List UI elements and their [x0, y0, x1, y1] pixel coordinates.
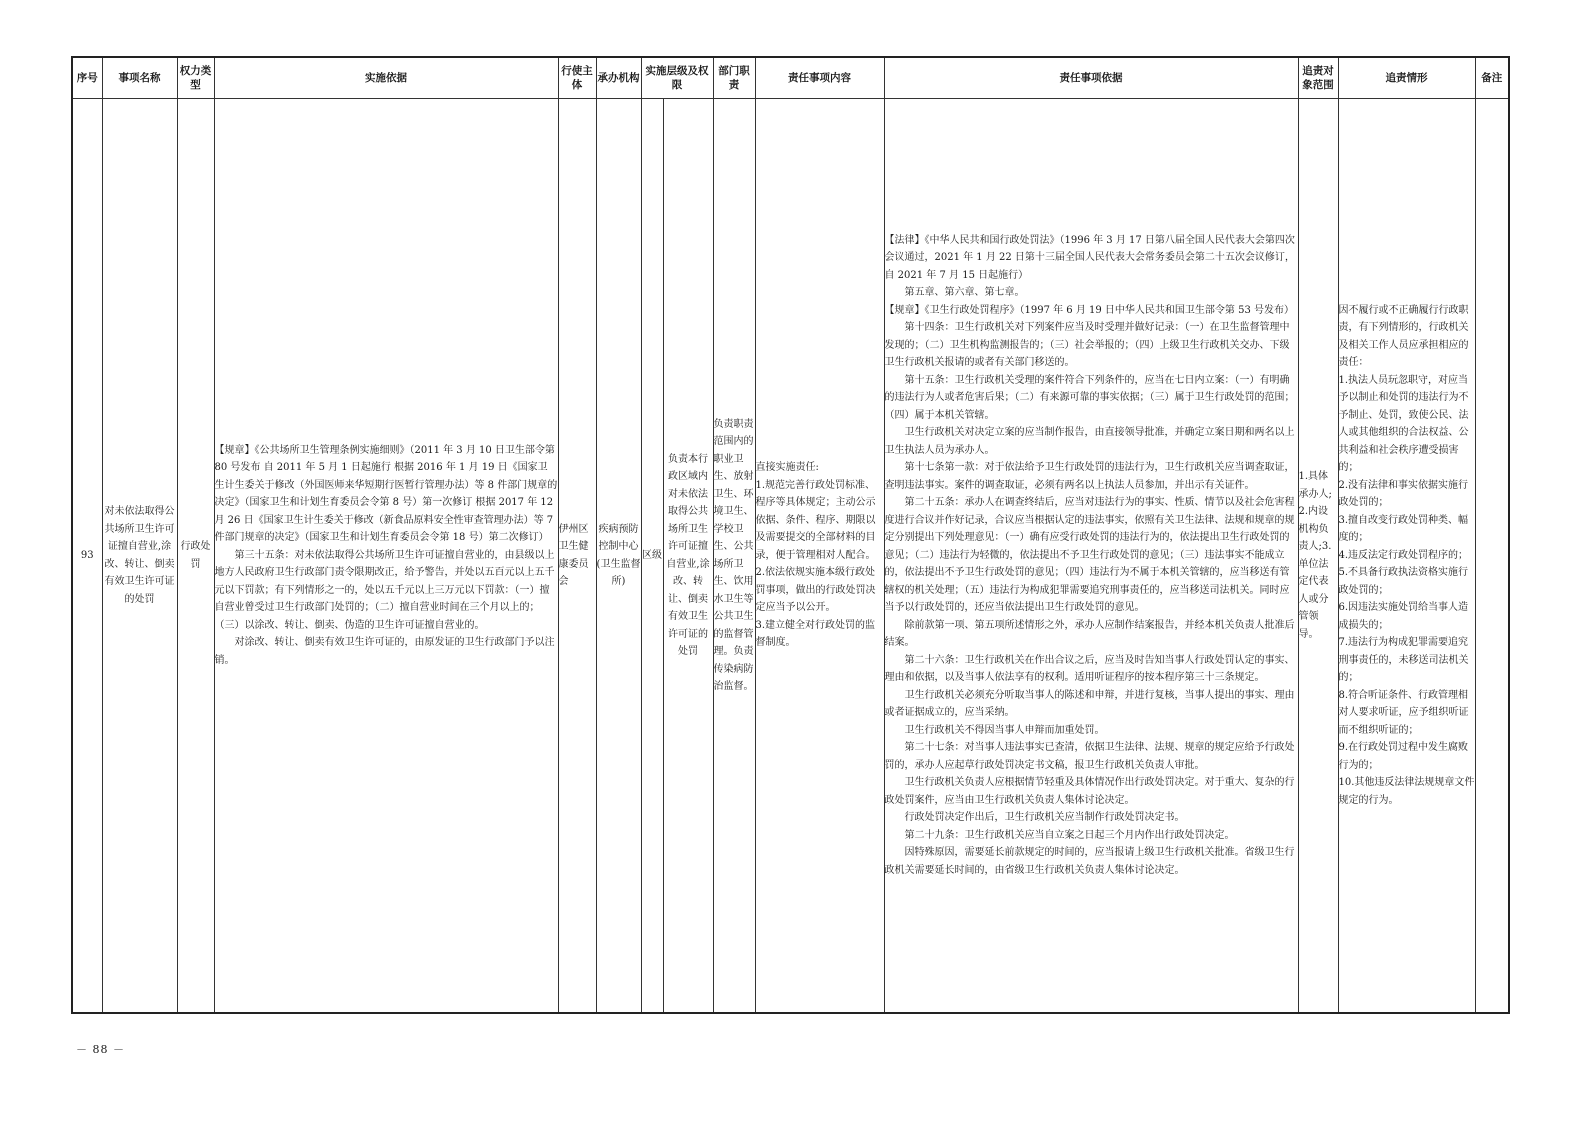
resp-para: 1.规范完善行政处罚标准、程序等具体规定；主动公示依据、条件、程序、期限以及需要提交的全部材料的目录，便于管理相对人配合。 [755, 479, 876, 561]
situation-para: 7.违法行为构成犯罪需要追究刑事责任的，未移送司法机关的； [1338, 637, 1469, 684]
resp-basis-para: 卫生行政机关不得因当事人申辩而加重处罚。 [904, 724, 1105, 736]
resp-basis-para: 第十七条第一款：对于依法给予卫生行政处罚的违法行为，卫生行政机关应当调查取证，查明违法事实。案件的调查取证，必须有两名以上执法人员参加，并出示有关证件。 [884, 462, 1295, 491]
resp-basis-para: 第二十七条：对当事人违法事实已查清，依据卫生法律、法规、规章的规定应给予行政处罚的，承办人应起草行政处罚决定书文稿，报卫生行政机关负责人审批。 [884, 742, 1295, 771]
situation-para: 8.符合听证条件、行政管理相对人要求听证，应予组织听证而不组织听证的； [1338, 689, 1469, 736]
cell-level-b: 负责本行政区域内对未依法取得公共场所卫生许可证擅自营业,涂改、转让、倒卖有效卫生许可证的处罚 [663, 99, 713, 1014]
resp-basis-para: 行政处罚决定作出后，卫生行政机关应当制作行政处罚决定书。 [904, 812, 1185, 824]
situation-para: 4.违反法定行政处罚程序的； [1338, 549, 1469, 561]
page-number: － 88 － [76, 1043, 125, 1056]
situation-para: 2.没有法律和事实依据实施行政处罚的； [1338, 479, 1469, 509]
cell-resp [755, 99, 884, 1014]
situation-para: 9.在行政处罚过程中发生腐败行为的； [1338, 742, 1469, 771]
cell-resp-basis [884, 99, 1298, 1014]
cell-scope: 1.具体承办人;2.内设机构负责人;3.单位法定代表人或分管领导。 [1298, 99, 1338, 1014]
resp-basis-para: 卫生行政机关必须充分听取当事人的陈述和申辩，并进行复核，当事人提出的事实、理由或者证据成立的，应当采纳。 [884, 689, 1295, 719]
header-note: 备注 [1475, 57, 1509, 99]
cell-situation [1338, 99, 1475, 1014]
header-level: 实施层级及权限 [641, 57, 713, 99]
resp-basis-para: 第十五条：卫生行政机关受理的案件符合下列条件的，应当在七日内立案：（一）有明确的违法行为人或者危害后果；（二）有来源可靠的事实依据；（三）属于卫生行政处罚的范围；（四）属于本机关管辖。 [884, 374, 1295, 421]
cell-agency: 疾病预防控制中心(卫生监督所) [596, 99, 641, 1014]
header-resp-basis: 责任事项依据 [884, 57, 1298, 99]
resp-para: 3.建立健全对行政处罚的监督制度。 [755, 619, 876, 649]
situation-para: 3.擅自改变行政处罚种类、幅度的； [1338, 514, 1469, 544]
header-scope: 追责对象范围 [1298, 57, 1338, 99]
resp-para: 2.依法依规实施本级行政处罚事项，做出的行政处罚决定应当予以公开。 [755, 567, 876, 614]
header-basis: 实施依据 [214, 57, 558, 99]
header-seq: 序号 [72, 57, 102, 99]
table-row [72, 99, 1509, 1014]
resp-basis-para: 【规章】《卫生行政处罚程序》（1997 年 6 月 19 日中华人民共和国卫生部令第 53 号发布） [884, 304, 1295, 316]
header-situation: 追责情形 [1338, 57, 1475, 99]
cell-basis [214, 99, 558, 1014]
resp-basis-para: 除前款第一项、第五项所述情形之外，承办人应制作结案报告，并经本机关负责人批准后结案。 [884, 619, 1295, 649]
basis-para: 第三十五条：对未依法取得公共场所卫生许可证擅自营业的，由县级以上地方人民政府卫生行政部门责令限期改正，给予警告，并处以五百元以上五千元以下罚款；有下列情形之一的，处以五千元以上三万元以下罚款：（一）擅自营业曾受过卫生行政部门处罚的；（二）擅自营业时间在三个月以上的；（三）以涂改、转让、倒卖、伪造的卫生许可证擅自营业的。 [214, 549, 555, 631]
situation-para: 因不履行或不正确履行行政职责，有下列情形的，行政机关及相关工作人员应承担相应的责任： [1338, 304, 1469, 369]
resp-basis-para: 卫生行政机关负责人应根据情节轻重及具体情况作出行政处罚决定。对于重大、复杂的行政处罚案件，应当由卫生行政机关负责人集体讨论决定。 [884, 777, 1295, 806]
resp-basis-para: 第五章、第六章、第七章。 [904, 287, 1025, 299]
header-agency: 承办机构 [596, 57, 641, 99]
document-page [71, 56, 1508, 1014]
situation-para: 1.执法人员玩忽职守，对应当予以制止和处罚的违法行为不予制止、处罚，致使公民、法人或其他组织的合法权益、公共利益和社会秩序遭受损害的； [1338, 374, 1469, 474]
resp-basis-para: 第十四条：卫生行政机关对下列案件应当及时受理并做好记录：（一）在卫生监督管理中发现的；（二）卫生机构监测报告的；（三）社会举报的；（四）上级卫生行政机关交办、下级卫生行政机关报请的或者有关部门移送的。 [884, 322, 1290, 369]
cell-level-a: 区级 [641, 99, 663, 1014]
situation-para: 6.因违法实施处罚给当事人造成损失的； [1338, 602, 1469, 631]
resp-basis-para: 【法律】《中华人民共和国行政处罚法》（1996 年 3 月 17 日第八届全国人民代表大会第四次会议通过，2021 年 1 月 22 日第十三届全国人民代表大会常务委员会第二十五次会议修订，自 2021 年 7 月 15 日起施行） [884, 234, 1295, 281]
cell-seq: 93 [72, 99, 102, 1014]
header-dept: 部门职责 [713, 57, 755, 99]
cell-dept: 负责职责范围内的职业卫生、放射卫生、环境卫生、学校卫生、公共场所卫生、饮用水卫生等公共卫生的监督管理。负责传染病防治监督。 [713, 99, 755, 1014]
situation-para: 5.不具备行政执法资格实施行政处罚的； [1338, 567, 1469, 596]
cell-note [1475, 99, 1509, 1014]
cell-subject: 伊州区卫生健康委员会 [558, 99, 596, 1014]
header-name: 事项名称 [102, 57, 177, 99]
header-row [72, 57, 1509, 99]
cell-power-type: 行政处罚 [177, 99, 214, 1014]
header-subject: 行使主体 [558, 57, 596, 99]
header-resp: 责任事项内容 [755, 57, 884, 99]
resp-basis-para: 第二十五条：承办人在调查终结后，应当对违法行为的事实、性质、情节以及社会危害程度进行合议并作好记录，合议应当根据认定的违法事实，依照有关卫生法律、法规和规章的规定分别提出下列处理意见：（一）确有应受行政处罚的违法行为的，依法提出卫生行政处罚的意见；（二）违法行为轻微的，依法提出不予卫生行政处罚的意见；（三）违法事实不能成立的，依法提出不予卫生行政处罚的意见；（四）违法行为不属于本机关管辖的，应当移送有管辖权的机关处理；（五）违法行为构成犯罪需要追究刑事责任的，应当移送司法机关。同时应当予以行政处罚的，还应当依法提出卫生行政处罚的意见。 [884, 497, 1295, 614]
header-power-type: 权力类型 [177, 57, 214, 99]
resp-para: 直接实施责任: [755, 462, 819, 474]
cell-name: 对未依法取得公共场所卫生许可证擅自营业,涂改、转让、倒卖有效卫生许可证的处罚 [102, 99, 177, 1014]
resp-basis-para: 第二十九条：卫生行政机关应当自立案之日起三个月内作出行政处罚决定。 [904, 829, 1235, 841]
resp-basis-para: 第二十六条：卫生行政机关在作出合议之后，应当及时告知当事人行政处罚认定的事实、理由和依据，以及当事人依法享有的权利。适用听证程序的按本程序第三十三条规定。 [884, 654, 1295, 684]
basis-para: 对涂改、转让、倒卖有效卫生许可证的，由原发证的卫生行政部门予以注销。 [214, 637, 555, 666]
basis-para: 【规章】《公共场所卫生管理条例实施细则》（2011 年 3 月 10 日卫生部令第 80 号发布 自 2011 年 5 月 1 日起施行 根据 2016 年 1 月 19 日《国家卫生计生委关于修改（外国医师来华短期行医暂行管理办法）等 8 件部门规章的决定》（国家卫生和计划生育委员会令第 8 号）第一次修订 根据 2017 年 12 月 26 日《国家卫生计生委关于修改（新食品原料安全性审查管理办法）等 7 件部门规章的决定》（国家卫生和计划生育委员会令第 18 号）第二次修订） [214, 444, 558, 544]
situation-para: 10.其他违反法律法规规章文件规定的行为。 [1338, 777, 1475, 806]
responsibility-table [71, 56, 1510, 1014]
resp-basis-para: 卫生行政机关对决定立案的应当制作报告，由直接领导批准，并确定立案日期和两名以上卫生执法人员为承办人。 [884, 427, 1295, 456]
resp-basis-para: 因特殊原因，需要延长前款规定的时间的，应当报请上级卫生行政机关批准。省级卫生行政机关需要延长时间的，由省级卫生行政机关负责人集体讨论决定。 [884, 847, 1295, 876]
